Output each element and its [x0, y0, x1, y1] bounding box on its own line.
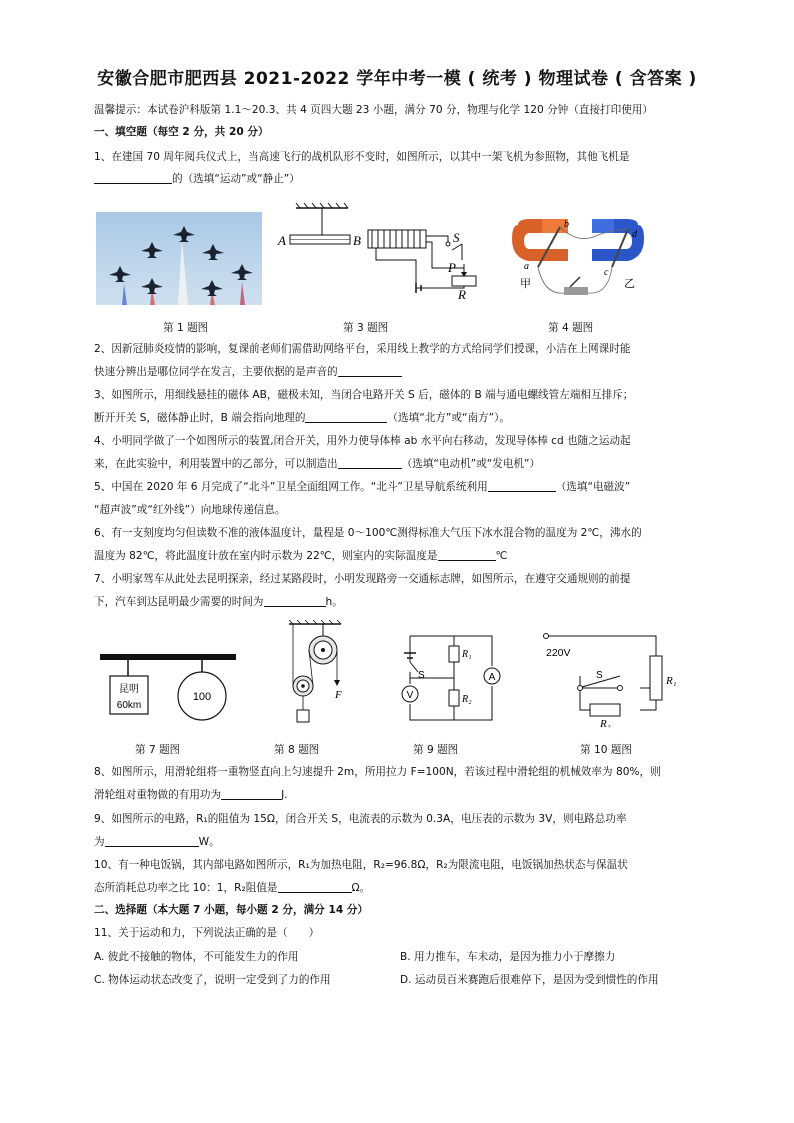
question-1-line-2: 的（选填“运动”或“静止”）: [94, 172, 300, 186]
question-2-line-2: 快速分辨出是哪位同学在发言，主要依据的是声音的: [94, 365, 402, 379]
question-10-line-1: 10、有一种电饭锅，其内部电路如图所示，R₁为加热电阻，R₂=96.8Ω，R₂为限流电阻，电饭锅加热状态与保温状: [94, 859, 628, 871]
question-7-line-1: 7、小明家驾车从此处去昆明探亲，经过某路段时，小明发现路旁一交通标志牌，如图所示，在遵守交通规则的前提: [94, 573, 631, 585]
answer-blank-q6[interactable]: [438, 549, 496, 561]
caption-figure-1: 第 1 题图: [163, 322, 209, 334]
label-switch-s: S: [453, 230, 460, 245]
question-5-line-2: “超声波”或“红外线”）向地球传递信息。: [94, 504, 286, 516]
sign-speed-limit: 100: [192, 691, 212, 703]
figure-1-jets-photo: [96, 212, 262, 305]
label-switch-s: S: [418, 670, 425, 681]
label-yi: 乙: [624, 278, 635, 290]
page-title: 安徽合肥市肥西县 2021-2022 学年中考一模 ( 统考 ) 物理试卷 ( 含答案 ): [97, 69, 697, 89]
figure-8-pulley-system: [285, 620, 345, 730]
ammeter-label: A: [488, 672, 496, 683]
question-9-line-1: 9、如图所示的电路，R₁的阻值为 15Ω，闭合开关 S，电流表的示数为 0.3A，电压表的示数为 3V，则电路总功率: [94, 813, 627, 825]
label-a-end: A: [278, 233, 286, 248]
question-11-stem: 11、关于运动和力，下列说法正确的是（ ）: [94, 927, 320, 939]
label-jia: 甲: [520, 278, 531, 290]
label-rheostat-r: R: [458, 287, 466, 302]
label-rod-c: c: [604, 267, 609, 278]
label-force-f: F: [335, 689, 342, 701]
figure-10-rice-cooker-circuit: [538, 628, 686, 728]
label-slider-p: P: [448, 260, 456, 275]
label-rod-d: d: [632, 229, 637, 240]
voltmeter-label: V: [406, 690, 414, 701]
question-9-line-2: 为 W。: [94, 836, 220, 848]
section-2-heading: 二、选择题（本大题 7 小题，每小题 2 分，满分 14 分）: [94, 904, 369, 916]
figure-3-solenoid-circuit: [276, 200, 486, 305]
question-10-line-2: 态所消耗总功率之比 10：1，R₂阻值是 Ω。: [94, 882, 371, 894]
label-r2: R₂: [600, 718, 611, 728]
question-7-line-2: 下，汽车到达昆明最少需要的时间为 h。: [94, 596, 343, 608]
question-2-line-1: 2、因新冠肺炎疫情的影响，复课前老师们需借助网络平台，采用线上教学的方式给同学们授课，小洁在上网课时能: [94, 343, 631, 355]
question-6-line-1: 6、有一支刻度均匀但读数不准的液体温度计，量程是 0～100℃测得标准大气压下冰水混合物的温度为 2℃，沸水的: [94, 527, 642, 539]
question-8-line-1: 8、如图所示，用滑轮组将一重物竖直向上匀速提升 2m，所用拉力 F=100N，若该过程中滑轮组的机械效率为 80%，则: [94, 766, 661, 778]
label-r2: R₂: [462, 694, 472, 705]
answer-blank-q4[interactable]: [338, 457, 402, 469]
question-3-line-2: 断开开关 S，磁体静止时，B 端会指向地理的 （选填“北方”或“南方”）。: [94, 412, 511, 424]
question-5-line-1: 5、中国在 2020 年 6 月完成了“北斗”卫星全面组网工作。“北斗”卫星导航系统利用 （选填“电磁波”: [94, 481, 631, 493]
label-r1: R₁: [666, 675, 677, 687]
sign-distance: 60km: [116, 700, 142, 711]
question-3-line-1: 3、如图所示，用细线悬挂的磁体 AB，磁极未知，当闭合电路开关 S 后，磁体的 B 端与通电螺线管左端相互排斥；: [94, 389, 634, 401]
answer-blank-q2[interactable]: [338, 365, 402, 377]
caption-figure-9: 第 9 题图: [413, 744, 459, 756]
label-rod-a: a: [524, 261, 529, 272]
caption-figure-10: 第 10 题图: [580, 744, 632, 756]
section-1-heading: 一、填空题（每空 2 分，共 20 分）: [94, 126, 269, 138]
exam-tip: 温馨提示：本试卷沪科版第 1.1～20.3、共 4 页四大题 23 小题，满分 70 分，物理与化学 120 分钟（直接打印使用）: [94, 104, 654, 116]
label-r1: R₁: [462, 649, 472, 660]
question-6-line-2: 温度为 82℃，将此温度计放在室内时示数为 22℃，则室内的实际温度是 ℃: [94, 550, 508, 562]
label-b-end: B: [353, 233, 361, 248]
sign-city-name: 昆明: [119, 684, 139, 695]
option-11-b[interactable]: B. 用力推车，车未动，是因为推力小于摩擦力: [400, 951, 616, 963]
answer-blank-q3[interactable]: [305, 411, 387, 423]
caption-figure-4: 第 4 题图: [548, 322, 594, 334]
answer-blank-q10[interactable]: [278, 881, 352, 893]
label-rod-b: b: [564, 219, 569, 230]
answer-blank-q1[interactable]: [94, 172, 172, 184]
caption-figure-8: 第 8 题图: [274, 744, 320, 756]
answer-blank-q7[interactable]: [264, 595, 326, 607]
option-11-a[interactable]: A. 彼此不接触的物体，不可能发生力的作用: [94, 951, 299, 963]
answer-blank-q9[interactable]: [105, 835, 199, 847]
option-11-c[interactable]: C. 物体运动状态改变了，说明一定受到了力的作用: [94, 974, 331, 986]
question-8-line-2: 滑轮组对重物做的有用功为 J.: [94, 789, 288, 801]
answer-blank-q8[interactable]: [221, 788, 281, 800]
label-220v: 220V: [546, 647, 571, 659]
caption-figure-3: 第 3 题图: [343, 322, 389, 334]
question-4-line-1: 4、小明同学做了一个如图所示的装置,闭合开关，用外力使导体棒 ab 水平向右移动，发现导体棒 cd 也随之运动起: [94, 435, 631, 447]
caption-figure-7: 第 7 题图: [135, 744, 181, 756]
label-switch-s: S: [596, 670, 603, 681]
figure-7-traffic-sign: [98, 648, 238, 728]
question-1-line-1: 1、在建国 70 周年阅兵仪式上，当高速飞行的战机队形不变时，如图所示，以其中一架飞机为参照物，其他飞机是: [94, 151, 630, 163]
option-11-d[interactable]: D. 运动员百米赛跑后很难停下，是因为受到惯性的作用: [400, 974, 659, 986]
question-4-line-2: 来，在此实验中，利用装置中的乙部分，可以制造出 （选填“电动机”或“发电机”）: [94, 458, 541, 470]
answer-blank-q5[interactable]: [488, 480, 556, 492]
figure-4-magnets-apparatus: [508, 205, 648, 305]
figure-9-circuit: [398, 628, 506, 728]
